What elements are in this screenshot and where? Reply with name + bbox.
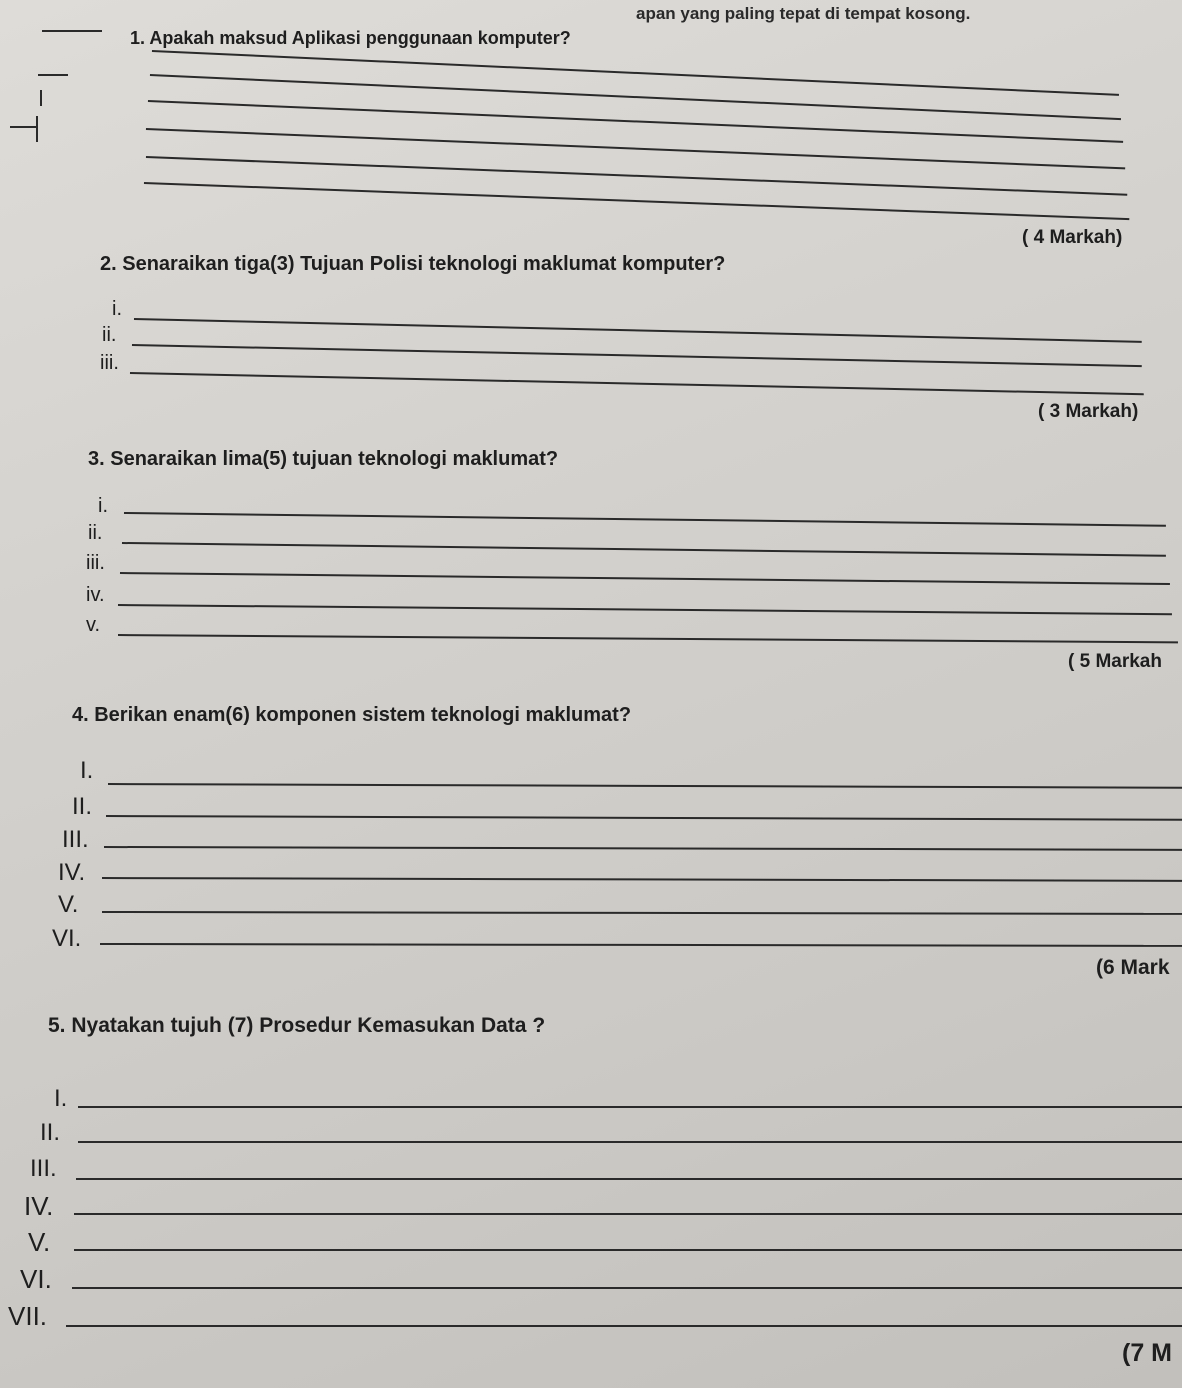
answer-line[interactable] [102,877,1182,882]
answer-line[interactable] [152,50,1119,96]
question-4: 4. Berikan enam(6) komponen sistem teknologi maklumat? [72,704,632,726]
instruction-text: apan yang paling tepat di tempat kosong. [636,4,971,23]
q5-item-label: VII. [8,1301,48,1331]
marks-q4: (6 Mark [1096,956,1170,979]
answer-line[interactable] [148,100,1123,143]
q3-item-label: iv. [86,584,105,606]
answer-line[interactable] [134,318,1142,343]
q4-item-label: IV. [58,859,86,886]
question-5: 5. Nyatakan tujuh (7) Prosedur Kemasukan Data ? [48,1014,546,1037]
answer-line[interactable] [78,1141,1182,1143]
answer-line[interactable] [124,512,1166,527]
answer-line[interactable] [76,1178,1182,1180]
marks-q5: (7 M [1122,1339,1172,1367]
margin-rule [42,30,102,32]
margin-rule [38,74,68,76]
q5-item-label: VI. [20,1264,52,1294]
q2-item-label: i. [112,298,122,320]
answer-line[interactable] [74,1213,1182,1215]
q2-item-label: iii. [100,352,119,374]
q5-item-label: III. [30,1155,57,1182]
question-2: 2. Senaraikan tiga(3) Tujuan Polisi teknologi maklumat komputer? [100,253,726,275]
q3-item-label: iii. [86,552,105,574]
answer-line[interactable] [132,344,1142,367]
margin-mark [40,90,42,106]
q4-item-label: VI. [52,925,82,952]
answer-line[interactable] [122,542,1166,557]
q3-item-label: v. [86,614,101,636]
q3-item-label: ii. [88,522,103,544]
answer-line[interactable] [104,846,1182,851]
answer-line[interactable] [102,911,1182,915]
answer-line[interactable] [130,372,1144,395]
q3-item-label: i. [98,495,108,517]
question-1: 1. Apakah maksud Aplikasi penggunaan komputer? [130,28,571,48]
q4-item-label: I. [80,757,94,784]
answer-line[interactable] [118,634,1178,643]
answer-line[interactable] [120,572,1170,585]
q2-item-label: ii. [102,324,117,346]
answer-line[interactable] [106,815,1182,821]
question-3: 3. Senaraikan lima(5) tujuan teknologi maklumat? [88,448,559,470]
answer-line[interactable] [118,604,1172,615]
marks-q2: ( 3 Markah) [1038,401,1139,422]
answer-line[interactable] [100,943,1182,947]
q5-item-label: II. [40,1119,61,1146]
answer-line[interactable] [74,1249,1182,1251]
margin-rule [10,126,36,128]
q4-item-label: V. [58,891,79,918]
marks-q1: ( 4 Markah) [1022,227,1123,248]
q4-item-label: II. [72,793,93,820]
answer-line[interactable] [72,1287,1182,1289]
q4-item-label: III. [62,826,89,853]
answer-line[interactable] [108,783,1182,789]
q5-item-label: I. [54,1085,68,1112]
q5-item-label: IV. [24,1191,54,1221]
answer-line[interactable] [78,1106,1182,1108]
q5-item-label: V. [28,1227,51,1257]
answer-line[interactable] [150,74,1121,120]
margin-mark [36,116,38,142]
marks-q3: ( 5 Markah [1068,651,1162,672]
answer-line[interactable] [66,1325,1182,1327]
